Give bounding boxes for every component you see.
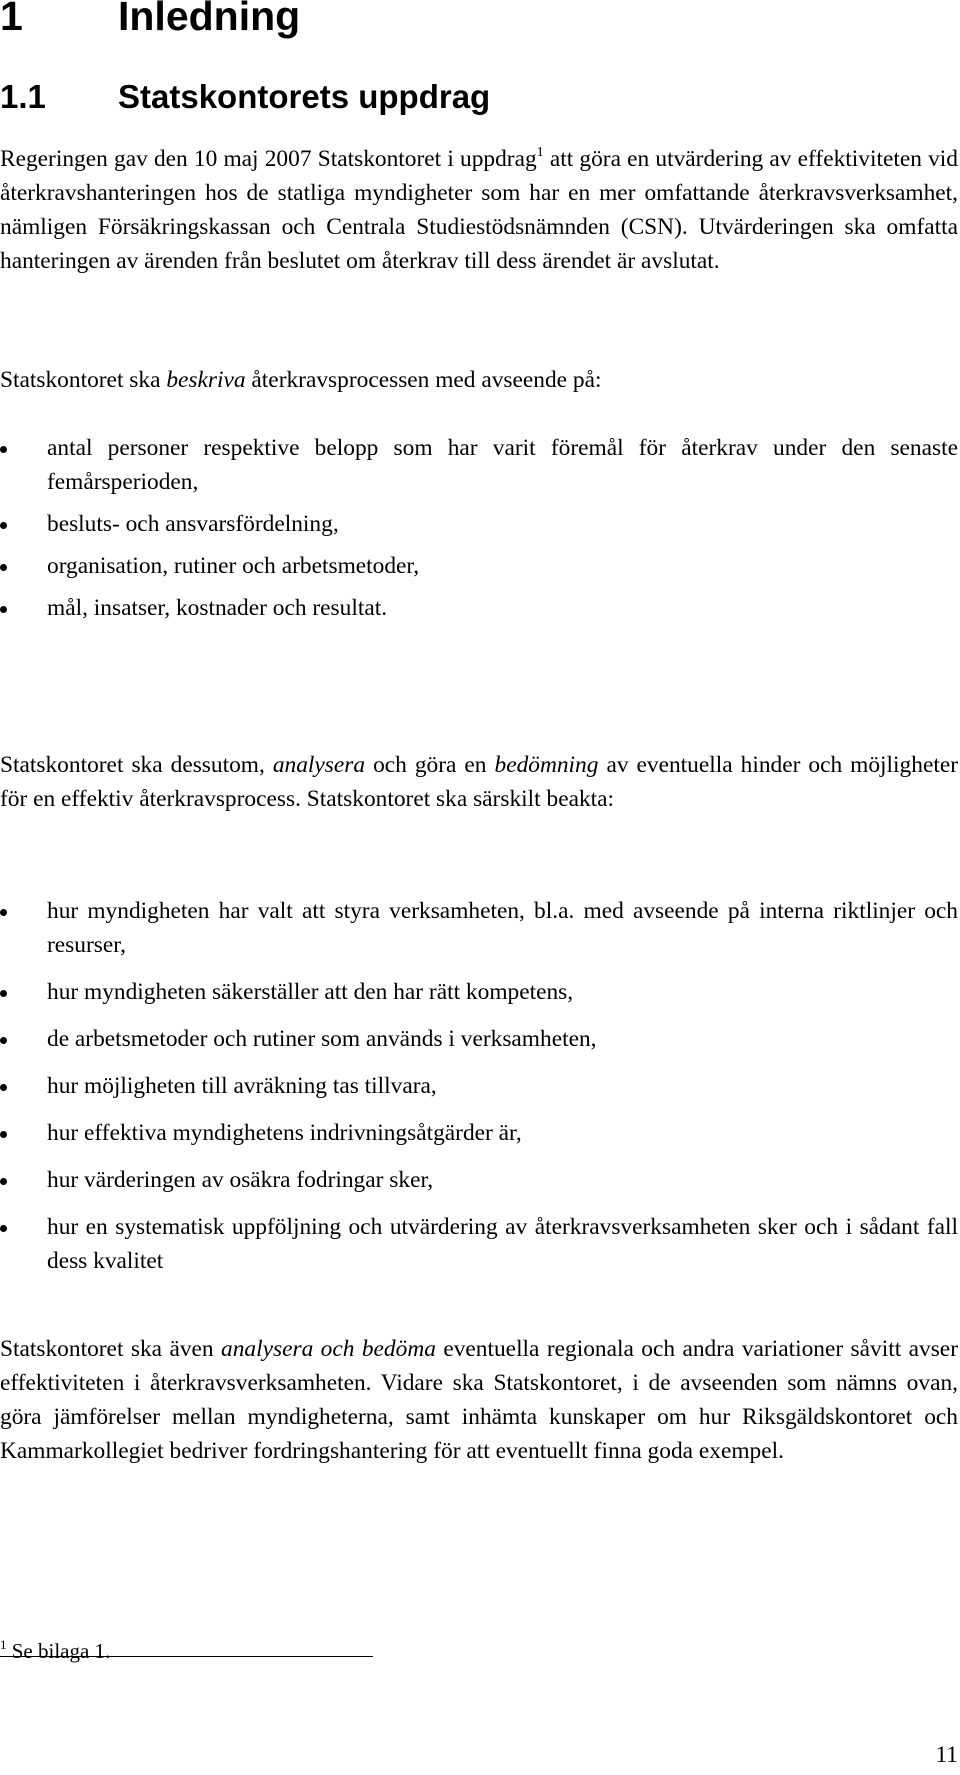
bullet-icon [0,564,7,571]
paragraph-compare-text-a: Statskontoret ska även [0,1336,222,1362]
footnote-text: Se bilaga 1. [11,1639,111,1663]
list-item [0,1069,958,1103]
page-number: 11 [935,1742,958,1768]
list-item-text: mål, insatser, kostnader och resultat. [47,595,388,621]
footnote [0,1634,110,1668]
section-number: 1.1 [0,78,46,115]
chapter-title: Inledning [118,0,301,39]
paragraph-intro-text-a: Regeringen gav den 10 maj 2007 Statskontoret i uppdrag [0,146,537,172]
paragraph-describe-text-a: Statskontoret ska [0,367,167,393]
list-item [0,549,958,583]
chapter-number: 1 [0,0,23,39]
bullet-icon [0,1084,7,1091]
list-item-text: hur möjligheten till avräkning tas tillvara, [47,1073,437,1099]
bullet-icon [0,1225,7,1232]
list-item [0,1210,958,1278]
bullet-icon [0,446,7,453]
list-item [0,591,958,625]
chapter-heading [0,0,300,38]
list-item [0,507,958,541]
list-item [0,1116,958,1150]
paragraph-analyse-text-a: Statskontoret ska dessutom, [0,752,273,778]
bullet-icon [0,606,7,613]
paragraph-compare-text-b: eventuella regionala och andra variationer såvitt avser effektiviteten i återkravsverksamheten. Vidare ska Statskontoret, i de avseenden som nämns ovan, göra jämförelser mellan myndigheterna, samt inhämta kunskaper om hur Riksgäldskontoret och Kammarkollegiet bedriver fordringshantering för att eventuellt finna goda exempel. [0,1336,958,1464]
section-title: Statskontorets uppdrag [118,78,491,115]
bullet-icon [0,1178,7,1185]
paragraph-analyse-text-c: av eventuella hinder och möjligheter för en effektiv återkravsprocess. Statskontoret ska särskilt beakta: [0,752,958,812]
list-item-text: de arbetsmetoder och rutiner som används i verksamheten, [47,1026,597,1052]
paragraph-analyse-text-b: och göra en [365,752,495,778]
list-item-text: besluts- och ansvarsfördelning, [47,511,339,537]
footnote-number: 1 [0,1637,7,1652]
paragraph-analyse-emphasis-1: analysera [272,752,366,778]
paragraph-intro [0,142,958,278]
paragraph-compare [0,1332,958,1468]
list-item-text: hur myndigheten har valt att styra verksamheten, bl.a. med avseende på interna riktlinjer och resurser, [47,898,958,958]
paragraph-describe-emphasis: beskriva [166,367,246,393]
paragraph-compare-emphasis: analysera och bedöma [221,1336,436,1362]
paragraph-describe [0,363,958,397]
list-item-text: hur en systematisk uppföljning och utvärdering av återkravsverksamheten sker och i sådant fall dess kvalitet [47,1214,958,1274]
list-item [0,894,958,962]
paragraph-describe-text-b: återkravsprocessen med avseende på: [245,367,602,393]
bullet-icon [0,522,7,529]
list-item-text: hur myndigheten säkerställer att den har rätt kompetens, [47,979,574,1005]
list-item-text: organisation, rutiner och arbetsmetoder, [47,553,420,579]
list-item-text: antal personer respektive belopp som har varit föremål för återkrav under den senaste femårsperioden, [47,435,958,495]
list-item [0,1163,958,1197]
consider-bullet-list [0,894,958,1278]
bullet-icon [0,1037,7,1044]
paragraph-analyse [0,748,958,816]
bullet-icon [0,990,7,997]
list-item [0,431,958,499]
paragraph-analyse-emphasis-2: bedömning [494,752,599,778]
bullet-icon [0,909,7,916]
paragraph-intro-text-b: att göra en utvärdering av effektiviteten vid återkravshanteringen hos de statliga myndigheter som har en mer omfattande återkravsverksamhet, nämligen Försäkringskassan och Centrala Studiestödsnämnden (CSN). Utvärderingen ska omfatta hanteringen av ärenden från beslutet om återkrav till dess ärendet är avslutat. [0,146,958,274]
bullet-icon [0,1131,7,1138]
list-item-text: hur effektiva myndighetens indrivningsåtgärder är, [47,1120,522,1146]
list-item [0,1022,958,1056]
footnote-reference: 1 [536,145,544,160]
list-item [0,975,958,1009]
describe-bullet-list [0,431,958,625]
section-heading [0,78,490,116]
list-item-text: hur värderingen av osäkra fodringar sker, [47,1167,434,1193]
